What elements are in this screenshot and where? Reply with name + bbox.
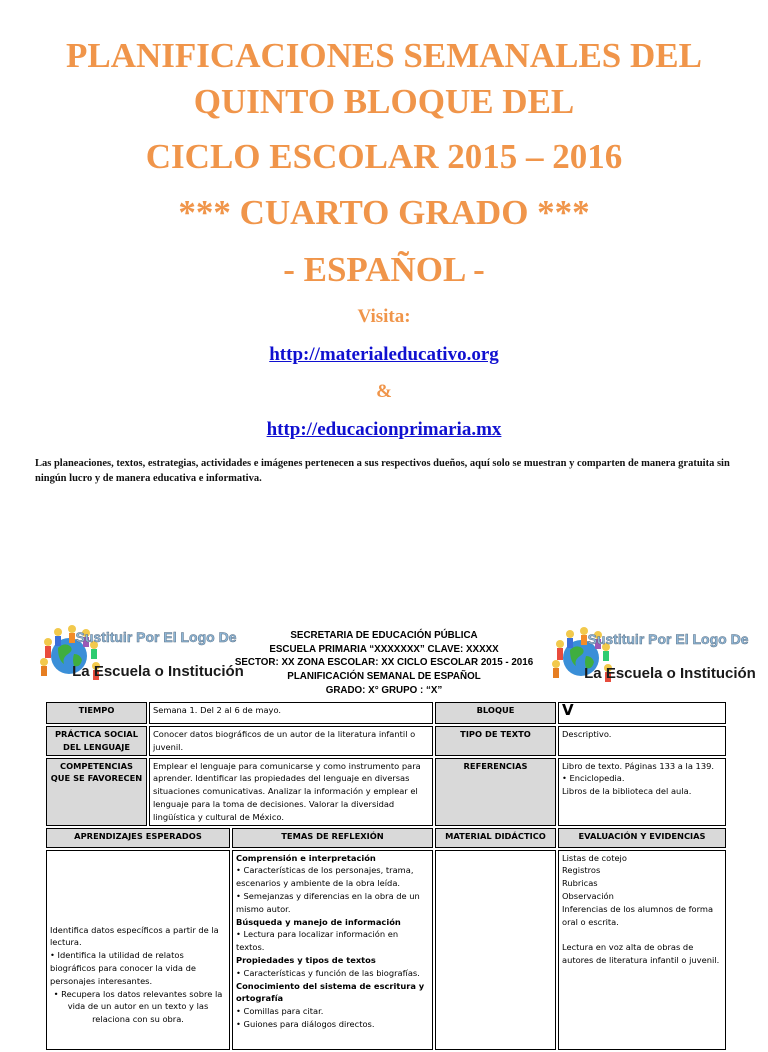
tema-heading: Conocimiento del sistema de escritura y ortografía bbox=[236, 980, 425, 1004]
header-sector: SECTOR: XX ZONA ESCOLAR: XX CICLO ESCOLAR 2015 - 2016 bbox=[234, 657, 534, 669]
col-header-temas: TEMAS DE REFLEXIÓN bbox=[232, 828, 433, 848]
temas-cell bbox=[232, 850, 433, 1050]
material-cell bbox=[435, 850, 556, 1050]
referencias-value bbox=[558, 758, 726, 826]
bloque-value: V bbox=[558, 702, 726, 724]
referencias-line-2: • Enciclopedia. bbox=[562, 773, 625, 784]
logo-placeholder-line-2: La Escuela o Institución bbox=[584, 665, 756, 682]
evaluacion-item: Lectura en voz alta de obras de autores de literatura infantil o juvenil. bbox=[562, 942, 720, 966]
tipo-texto-label: TIPO DE TEXTO bbox=[435, 726, 556, 756]
visit-label: Visita: bbox=[357, 306, 411, 327]
competencias-value: Emplear el lenguaje para comunicarse y como instrumento para aprender. Identificar las propiedades del lenguaje en diversas situaciones comunicativas. Analizar la información y emplear el lenguaje para la toma de decisiones. Valorar la diversidad lingüística y cultural de México. bbox=[149, 758, 433, 826]
competencias-label: COMPETENCIAS QUE SE FAVORECEN bbox=[46, 758, 147, 826]
col-header-aprendizajes: APRENDIZAJES ESPERADOS bbox=[46, 828, 230, 848]
row-practica bbox=[46, 726, 726, 756]
tema-item: • Semejanzas y diferencias en la obra de un mismo autor. bbox=[236, 890, 420, 914]
title-line-4: *** CUARTO GRADO *** bbox=[178, 193, 590, 232]
aprendizajes-cell bbox=[46, 850, 230, 1050]
practica-value: Conocer datos biográficos de un autor de la literatura infantil o juvenil. bbox=[149, 726, 433, 756]
col-header-evaluacion: EVALUACIÓN Y EVIDENCIAS bbox=[558, 828, 726, 848]
practica-label: PRÁCTICA SOCIAL DEL LENGUAJE bbox=[46, 726, 147, 756]
title-line-1: PLANIFICACIONES SEMANALES DEL bbox=[66, 36, 702, 75]
referencias-label: REFERENCIAS bbox=[435, 758, 556, 826]
link-educacionprimaria[interactable] bbox=[0, 419, 768, 441]
link-educacionprimaria-text[interactable]: http://educacionprimaria.mx bbox=[266, 419, 502, 440]
tema-heading: Comprensión e interpretación bbox=[236, 852, 376, 863]
tema-item: • Características de los personajes, trama, escenarios y ambiente de la obra leída. bbox=[236, 865, 414, 889]
tema-heading: Búsqueda y manejo de información bbox=[236, 916, 401, 927]
ampersand: & bbox=[376, 381, 392, 402]
tiempo-label: TIEMPO bbox=[46, 702, 147, 724]
plan-header bbox=[222, 629, 546, 698]
referencias-line-1: Libro de texto. Páginas 133 a la 139. bbox=[562, 760, 715, 771]
evaluacion-item: Rubricas bbox=[562, 878, 598, 889]
tema-item: • Comillas para citar. bbox=[236, 1006, 324, 1017]
tiempo-value: Semana 1. Del 2 al 6 de mayo. bbox=[149, 702, 433, 724]
evaluacion-cell bbox=[558, 850, 726, 1050]
logo-placeholder-line-1: Sustituir Por El Logo De bbox=[75, 629, 237, 645]
row-content bbox=[46, 850, 726, 1050]
header-planificacion: PLANIFICACIÓN SEMANAL DE ESPAÑOL bbox=[287, 671, 481, 683]
disclaimer-text: Las planeaciones, textos, estrategias, actividades e imágenes pertenecen a sus respectivos dueños, aquí solo se muestran y comparten de manera gratuita sin ningún lucro y de manera educativa e informativa. bbox=[35, 458, 730, 484]
link-materialeducativo[interactable] bbox=[0, 344, 768, 366]
globe-kids-icon bbox=[548, 622, 756, 688]
header-secretaria: SECRETARIA DE EDUCACIÓN PÚBLICA bbox=[290, 630, 478, 641]
tema-item: • Características y función de las biografías. bbox=[236, 967, 420, 978]
aprendizaje-item: • Recupera los datos relevantes sobre la vida de un autor en un texto y las relaciona con su obra. bbox=[53, 988, 223, 1025]
tipo-texto-value: Descriptivo. bbox=[558, 726, 726, 756]
header-escuela: ESCUELA PRIMARIA “XXXXXXX” CLAVE: XXXXX bbox=[269, 643, 499, 655]
bloque-label: BLOQUE bbox=[435, 702, 556, 724]
logo-placeholder-line-2: La Escuela o Institución bbox=[72, 663, 244, 680]
globe-kids-icon bbox=[36, 620, 244, 686]
row-competencias bbox=[46, 758, 726, 826]
row-column-headers bbox=[46, 828, 726, 848]
link-materialeducativo-text[interactable]: http://materialeducativo.org bbox=[269, 344, 499, 365]
logo-placeholder-line-1: Sustituir Por El Logo De bbox=[587, 631, 749, 647]
tema-item: • Lectura para localizar información en textos. bbox=[236, 929, 399, 953]
evaluacion-item: Inferencias de los alumnos de forma oral o escrita. bbox=[562, 903, 714, 927]
evaluacion-item: Listas de cotejo bbox=[562, 852, 627, 863]
evaluacion-item: Observación bbox=[562, 890, 614, 901]
tema-heading: Propiedades y tipos de textos bbox=[236, 954, 376, 965]
title-line-3: CICLO ESCOLAR 2015 – 2016 bbox=[145, 137, 623, 176]
header-grado: GRADO: X° GRUPO : “X” bbox=[325, 684, 443, 696]
school-logo-right bbox=[548, 622, 756, 688]
row-tiempo bbox=[46, 702, 726, 724]
aprendizaje-item: • Identifica la utilidad de relatos biográficos para conocer la vida de personajes interesantes. bbox=[50, 950, 197, 986]
school-logo-left bbox=[36, 620, 244, 686]
planning-table bbox=[44, 700, 728, 1052]
tema-item: • Guiones para diálogos directos. bbox=[236, 1018, 375, 1029]
title-line-5: - ESPAÑOL - bbox=[283, 250, 485, 289]
col-header-material: MATERIAL DIDÁCTICO bbox=[435, 828, 556, 848]
title-line-2: QUINTO BLOQUE DEL bbox=[193, 82, 575, 121]
aprendizaje-item: Identifica datos específicos a partir de la lectura. bbox=[50, 924, 219, 948]
evaluacion-item: Registros bbox=[562, 865, 601, 876]
referencias-line-3: Libros de la biblioteca del aula. bbox=[562, 786, 692, 797]
